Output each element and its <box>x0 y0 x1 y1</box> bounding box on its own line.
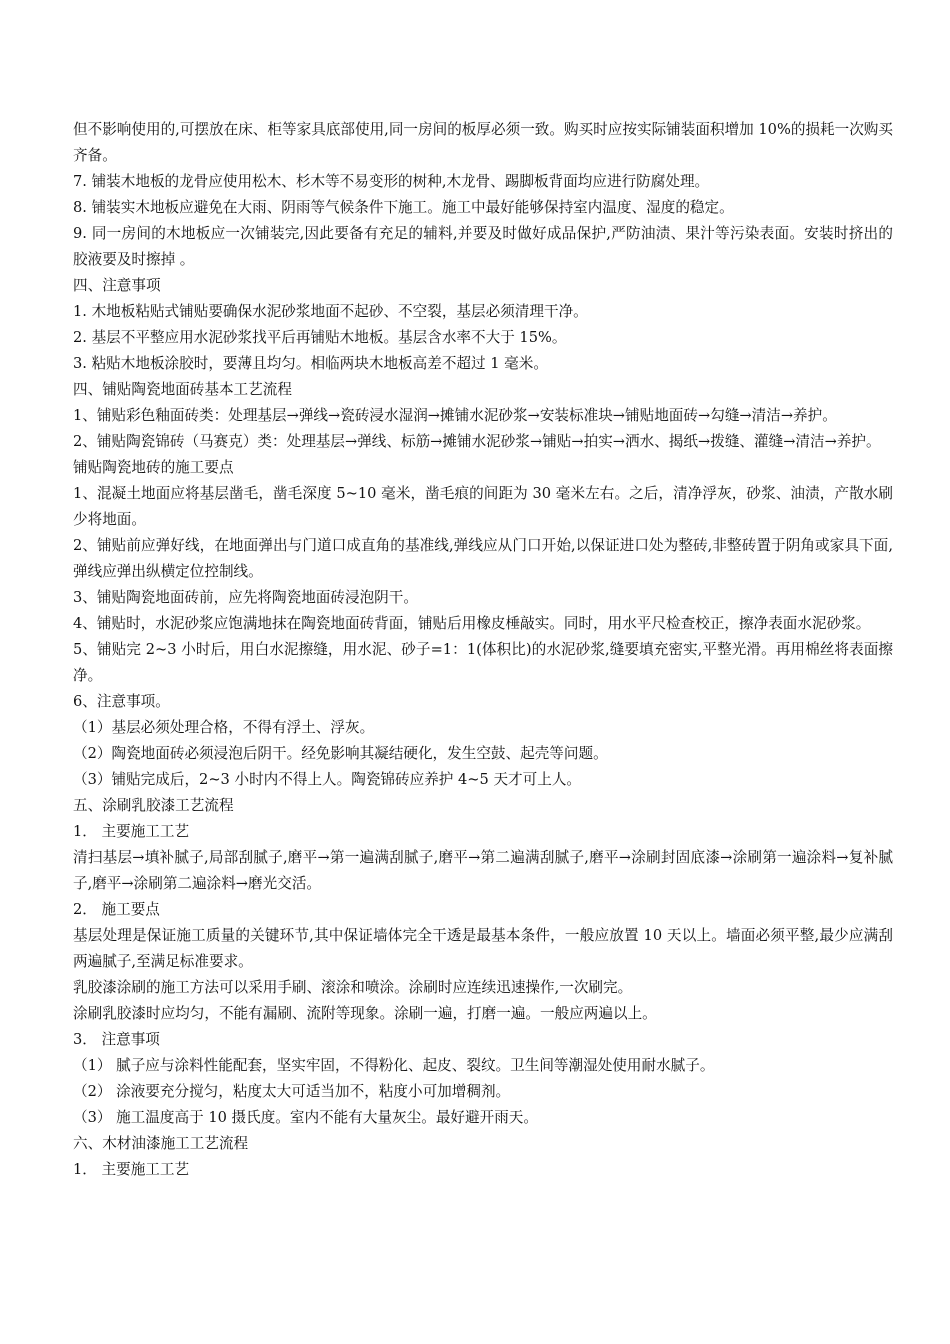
text-paragraph: （3）铺贴完成后，2~3 小时内不得上人。陶瓷锦砖应养护 4~5 天才可上人。 <box>73 771 582 788</box>
text-paragraph: 但不影响使用的,可摆放在床、柜等家具底部使用,同一房间的板厚必须一致。购买时应按实际铺装面积增加 10%的损耗一次购买齐备。 <box>73 121 893 164</box>
section-heading: 铺贴陶瓷地砖的施工要点 <box>73 459 234 476</box>
section-heading: 四、铺贴陶瓷地面砖基本工艺流程 <box>73 381 292 398</box>
subsection-heading: 2． 施工要点 <box>73 901 160 918</box>
text-paragraph: 3、铺贴陶瓷地面砖前，应先将陶瓷地面砖浸泡阴干。 <box>73 589 418 606</box>
text-paragraph: 4、铺贴时，水泥砂浆应饱满地抹在陶瓷地面砖背面，铺贴后用橡皮棰敲实。同时，用水平尺检查校正，擦净表面水泥砂浆。 <box>73 615 871 632</box>
text-paragraph: 3. 粘贴木地板涂胶时，要薄且均匀。相临两块木地板高差不超过 1 毫米。 <box>73 355 548 372</box>
subsection-heading: 3． 注意事项 <box>73 1031 160 1048</box>
section-heading: 五、涂刷乳胶漆工艺流程 <box>73 797 234 814</box>
text-paragraph: 7. 铺装木地板的龙骨应使用松木、杉木等不易变形的树种,木龙骨、踢脚板背面均应进行防腐处理。 <box>73 173 710 190</box>
subsection-heading: 1． 主要施工工艺 <box>73 823 190 840</box>
text-paragraph: 6、注意事项。 <box>73 693 170 710</box>
text-paragraph: （1）基层必须处理合格，不得有浮土、浮灰。 <box>73 719 375 736</box>
text-paragraph: 1、铺贴彩色釉面砖类：处理基层→弹线→瓷砖浸水湿润→摊铺水泥砂浆→安装标准块→铺贴地面砖→勾缝→清洁→养护。 <box>73 407 837 424</box>
text-paragraph: （2） 涂液要充分搅匀，粘度太大可适当加不，粘度小可加增稠剂。 <box>73 1083 511 1100</box>
document-body <box>73 117 893 1183</box>
text-paragraph: 8. 铺装实木地板应避免在大雨、阴雨等气候条件下施工。施工中最好能够保持室内温度、湿度的稳定。 <box>73 199 734 216</box>
text-paragraph: 9. 同一房间的木地板应一次铺装完,因此要备有充足的辅料,并要及时做好成品保护,严防油渍、果汁等污染表面。安装时挤出的胶液要及时擦掉 。 <box>73 225 893 268</box>
text-paragraph: 乳胶漆涂刷的施工方法可以采用手刷、滚涂和喷涂。涂刷时应连续迅速操作,一次刷完。 <box>73 979 633 996</box>
text-paragraph: 涂刷乳胶漆时应均匀，不能有漏刷、流附等现象。涂刷一遍，打磨一遍。一般应两遍以上。 <box>73 1005 657 1022</box>
text-paragraph: 2、铺贴陶瓷锦砖（马赛克）类：处理基层→弹线、标筋→摊铺水泥砂浆→铺贴→拍实→洒水、揭纸→拨缝、灌缝→清洁→养护。 <box>73 433 881 450</box>
text-paragraph: 2、铺贴前应弹好线，在地面弹出与门道口成直角的基准线,弹线应从门口开始,以保证进口处为整砖,非整砖置于阴角或家具下面,弹线应弹出纵横定位控制线。 <box>73 537 893 580</box>
text-paragraph: 清扫基层→填补腻子,局部刮腻子,磨平→第一遍满刮腻子,磨平→第二遍满刮腻子,磨平→涂刷封固底漆→涂刷第一遍涂料→复补腻子,磨平→涂刷第二遍涂料→磨光交活。 <box>73 849 893 892</box>
text-paragraph: 2. 基层不平整应用水泥砂浆找平后再铺贴木地板。基层含水率不大于 15%。 <box>73 329 567 346</box>
subsection-heading: 1． 主要施工工艺 <box>73 1161 190 1178</box>
text-paragraph: 1、混凝土地面应将基层凿毛，凿毛深度 5~10 毫米，凿毛痕的间距为 30 毫米左右。之后，清净浮灰，砂浆、油渍，产散水刷少将地面。 <box>73 485 893 528</box>
text-paragraph: （1） 腻子应与涂料性能配套，坚实牢固，不得粉化、起皮、裂纹。卫生间等潮湿处使用耐水腻子。 <box>73 1057 715 1074</box>
text-paragraph: 1. 木地板粘贴式铺贴要确保水泥砂浆地面不起砂、不空裂，基层必须清理干净。 <box>73 303 588 320</box>
text-paragraph: 5、铺贴完 2~3 小时后，用白水泥擦缝，用水泥、砂子=1：1(体积比)的水泥砂浆,缝要填充密实,平整光滑。再用棉丝将表面擦净。 <box>73 641 893 684</box>
section-heading: 六、木材油漆施工工艺流程 <box>73 1135 249 1152</box>
text-paragraph: （2）陶瓷地面砖必须浸泡后阴干。经免影响其凝结硬化，发生空鼓、起壳等问题。 <box>73 745 608 762</box>
text-paragraph: 基层处理是保证施工质量的关键环节,其中保证墙体完全干透是最基本条件，一般应放置 10 天以上。墙面必须平整,最少应满刮两遍腻子,至满足标准要求。 <box>73 927 893 970</box>
text-paragraph: （3） 施工温度高于 10 摄氏度。室内不能有大量灰尘。最好避开雨天。 <box>73 1109 538 1126</box>
section-heading: 四、注意事项 <box>73 277 161 294</box>
